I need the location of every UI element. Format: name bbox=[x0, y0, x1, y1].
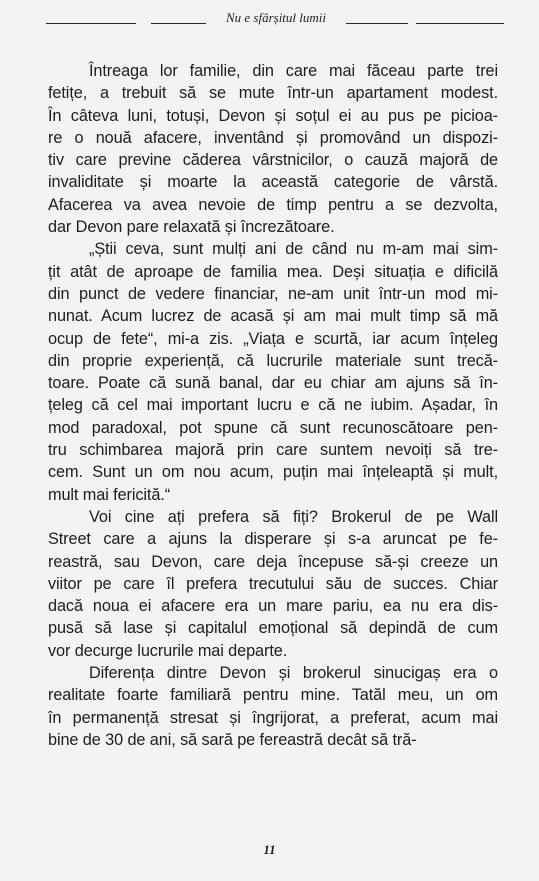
text-line: În câteva luni, totuși, Devon și soțul ei au pus pe picioa- bbox=[48, 106, 498, 125]
text-line: realitate foarte familiară pentru mine. Tatăl meu, un om bbox=[48, 686, 498, 705]
text-line: țit atât de aproape de familia mea. Deși situația e dificilă bbox=[48, 262, 498, 281]
text-line: reastră, sau Devon, care deja începuse să-și creeze un bbox=[48, 552, 498, 571]
text-line: țeleg că cel mai important lucru e că ne iubim. Așadar, în bbox=[48, 396, 498, 415]
paragraph bbox=[48, 506, 498, 662]
text-line: „Știi ceva, sunt mulți ani de când nu m-am mai sim- bbox=[89, 240, 498, 259]
text-line: viitor pe care îl prefera trecutului său de succes. Chiar bbox=[48, 574, 498, 593]
text-line: mult mai fericită.“ bbox=[48, 485, 171, 504]
text-line: Întreaga lor familie, din care mai făceau parte trei bbox=[89, 62, 498, 80]
text-line: mod paradoxal, pot spune că sunt recunoscătoare pen- bbox=[48, 418, 498, 437]
text-line: tru schimbarea majoră prin care suntem nevoiți să tre- bbox=[48, 441, 498, 460]
page-number: 11 bbox=[263, 842, 276, 857]
text-line: Afacerea va avea nevoie de timp pentru a se dezvolta, bbox=[48, 195, 498, 214]
text-line: cem. Sunt un om nou acum, puțin mai înțeleaptă și mult, bbox=[48, 463, 498, 482]
body-text bbox=[48, 60, 498, 751]
running-title bbox=[46, 10, 506, 26]
running-header bbox=[46, 10, 506, 32]
text-line: vor decurge lucrurile mai departe. bbox=[48, 641, 288, 660]
text-line: bine de 30 de ani, să sară pe fereastră decât să tră- bbox=[48, 730, 417, 749]
text-line: pusă să lase și capitalul emoțional să depindă de cum bbox=[48, 619, 498, 638]
text-line: în permanență stresat și îngrijorat, a preferat, acum mai bbox=[48, 708, 498, 727]
text-line: nunat. Acum lucrez de acasă și am mai mult timp să mă bbox=[48, 307, 498, 326]
paragraph bbox=[48, 238, 498, 506]
text-line: re o nouă afacere, inventând și promovând un dispozi- bbox=[48, 128, 498, 147]
text-line: dacă noua ei afacere era un mare pariu, ea nu era dis- bbox=[48, 597, 498, 616]
text-line: din punct de vedere financiar, ne-am unit într-un mod mi- bbox=[48, 284, 498, 303]
text-line: dar Devon pare relaxată și încrezătoare. bbox=[48, 218, 335, 237]
text-line: invaliditate și moarte la această categorie de vârstă. bbox=[48, 173, 498, 192]
paragraph bbox=[48, 662, 498, 751]
text-line: din proprie experiență, că lucrurile materiale sunt trecă- bbox=[48, 351, 498, 370]
text-line: ocup de fete“, mi-a zis. „Viața e scurtă, iar acum înțeleg bbox=[48, 329, 498, 348]
text-line: Diferența dintre Devon și brokerul sinucigaș era o bbox=[89, 664, 498, 683]
text-line: fetițe, a trebuit să se mute într-un apartament modest. bbox=[48, 84, 498, 103]
text-line: Voi cine ați prefera să fiți? Brokerul de pe Wall bbox=[89, 507, 498, 526]
text-line: Street care a ajuns la disperare și s-a aruncat pe fe- bbox=[48, 530, 498, 549]
text-line: tiv care previne căderea vârstnicilor, o cauză majoră de bbox=[48, 151, 498, 170]
running-title-text: Nu e sfârșitul lumii bbox=[225, 10, 327, 25]
text-line: toare. Poate că sună banal, dar eu chiar am ajuns să în- bbox=[48, 374, 498, 393]
paragraph bbox=[48, 60, 498, 238]
